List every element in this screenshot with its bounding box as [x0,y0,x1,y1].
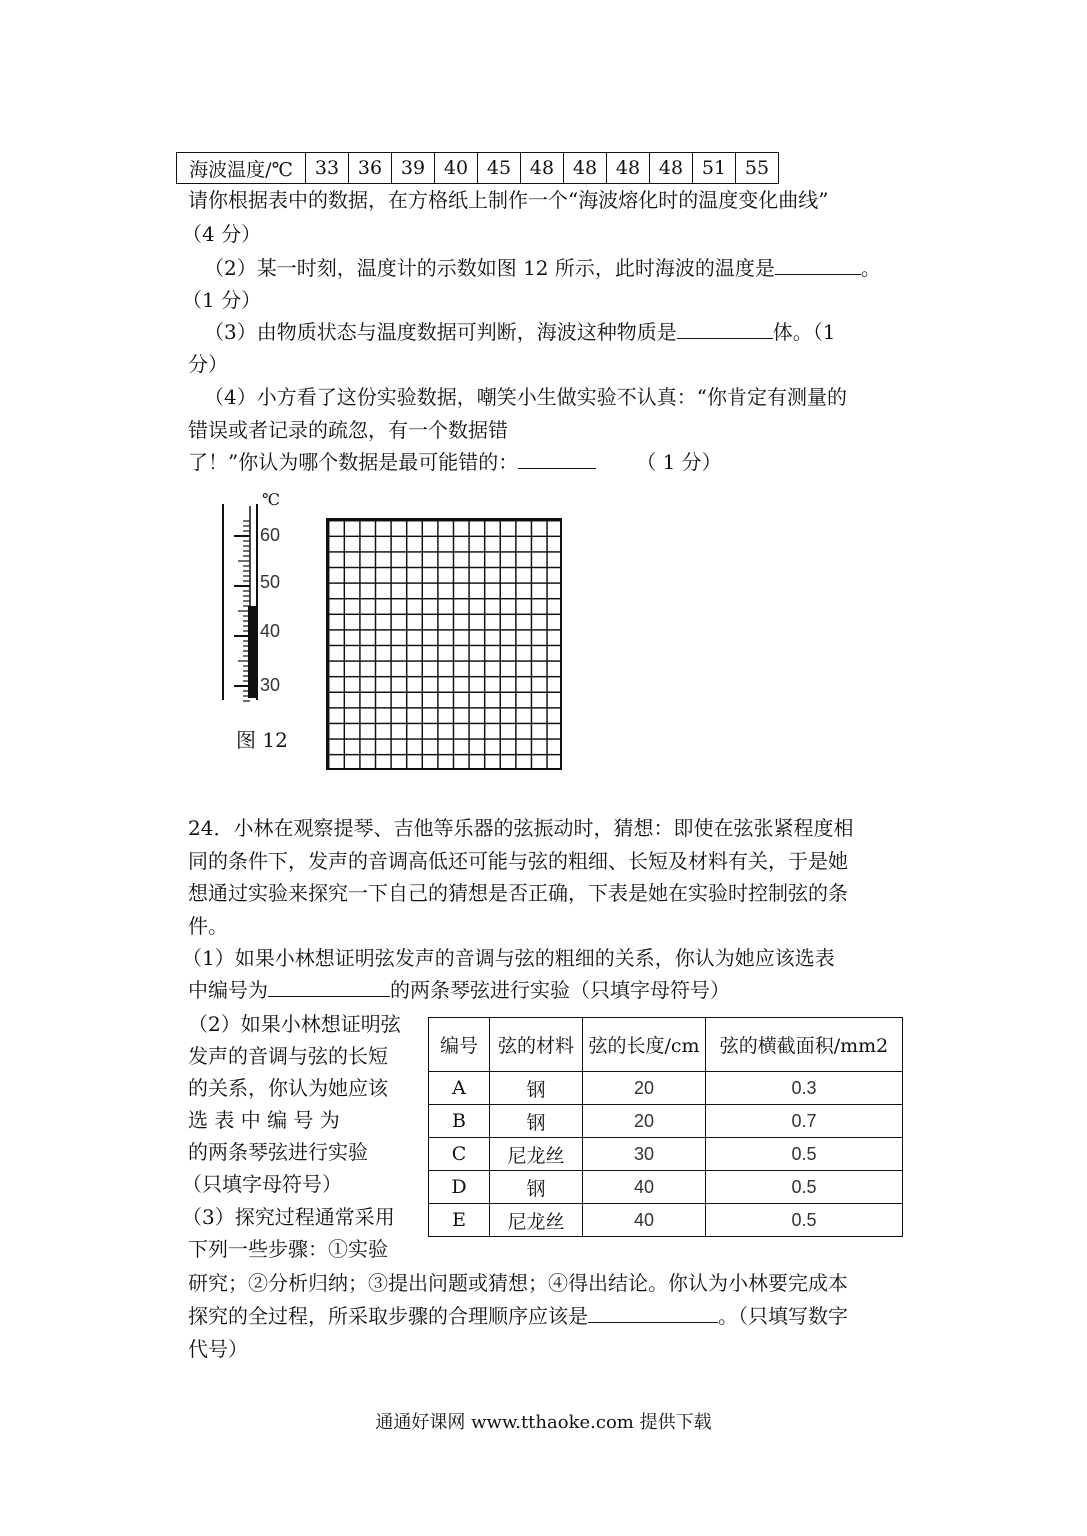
table-cell: 20 [583,1072,706,1105]
thermometer-unit: ℃ [262,490,280,509]
table-cell: C [429,1138,490,1171]
table-row [429,1105,903,1138]
answer-blank-thickness[interactable] [268,974,390,997]
table-cell: 20 [583,1105,706,1138]
table-cell: D [429,1171,490,1204]
q24-part3-line4 [188,1300,848,1332]
column-header: 编号 [429,1018,490,1072]
table-cell: B [429,1105,490,1138]
temperature-cell: 48 [521,153,564,184]
q23-instruction: 请你根据表中的数据，在方格纸上制作一个“海波熔化时的温度变化曲线” [188,188,829,212]
table-row [429,1138,903,1171]
temperature-cell: 39 [392,153,435,184]
q24-part1-text: 中编号为 [188,978,268,1002]
q24-part2-line5: 的两条琴弦进行实验 [188,1140,368,1164]
temperature-table-header: 海波温度/℃ [177,153,306,184]
thermometer-label-50: 50 [260,572,281,592]
table-cell: 尼龙丝 [490,1138,583,1171]
temperature-cell: 45 [478,153,521,184]
table-cell: A [429,1072,490,1105]
q24-part2-line2: 发声的音调与弦的长短 [188,1044,388,1068]
table-cell: 钢 [490,1171,583,1204]
q23-part3-end: 体。（1 [772,320,836,344]
temperature-cell: 40 [435,153,478,184]
temperature-table [176,152,779,184]
table-cell: 0.5 [706,1204,903,1237]
temperature-cell: 48 [650,153,693,184]
table-row [429,1072,903,1105]
temperature-cell: 55 [736,153,779,184]
answer-blank-wrong-data[interactable] [518,446,596,469]
answer-blank-temperature[interactable] [775,252,861,275]
answer-blank-substance[interactable] [677,316,773,339]
table-cell: 30 [583,1138,706,1171]
q24-part1-line1: （1）如果小林想证明弦发声的音调与弦的粗细的关系，你认为她应该选表 [182,946,835,970]
table-cell: 0.3 [706,1072,903,1105]
column-header: 弦的横截面积/mm2 [706,1018,903,1072]
q23-score: （4 分） [182,222,262,246]
table-row [429,1171,903,1204]
table-cell: 40 [583,1204,706,1237]
q24-part1-line2 [188,974,730,1006]
graph-paper-grid[interactable] [326,518,562,770]
figure-caption: 图 12 [236,728,288,752]
thermometer-figure [210,490,300,705]
page-footer: 通通好课网 www.tthaoke.com 提供下载 [375,1412,712,1433]
q24-intro-line2: 同的条件下，发声的音调高低还可能与弦的粗细、长短及材料有关，于是她 [188,849,848,873]
temperature-cell: 33 [306,153,349,184]
q24-part3-line3: 研究；②分析归纳；③提出问题或猜想；④得出结论。你认为小林要完成本 [188,1271,848,1295]
table-cell: 0.7 [706,1105,903,1138]
thermometer-label-30: 30 [260,675,281,695]
column-header: 弦的长度/cm [583,1018,706,1072]
q24-intro-line4: 件。 [188,914,228,938]
q24-part3-end: 。（只填写数字 [718,1304,848,1328]
temperature-cell: 48 [607,153,650,184]
table-cell: 钢 [490,1072,583,1105]
q24-part3-line5: 代号） [188,1337,248,1361]
q23-part3-score: 分） [188,352,228,376]
column-header: 弦的材料 [490,1018,583,1072]
string-conditions-table [428,1017,903,1237]
thermometer-mercury [248,606,256,698]
q23-part3 [204,316,835,348]
q24-part2-line1: （2）如果小林想证明弦 [188,1012,401,1036]
temperature-cell: 36 [349,153,392,184]
temperature-cell: 48 [564,153,607,184]
thermometer-label-60: 60 [260,525,281,545]
thermometer-label-40: 40 [260,621,281,641]
q23-part4-line1: （4）小方看了这份实验数据，嘲笑小生做实验不认真：“你肯定有测量的 [204,385,847,409]
q23-part4-score: （ 1 分） [636,450,722,474]
q24-intro-line3: 想通过实验来探究一下自己的猜想是否正确，下表是她在实验时控制弦的条 [188,881,848,905]
table-cell: 钢 [490,1105,583,1138]
q23-part2 [204,252,881,284]
q24-part2-line4: 选 表 中 编 号 为 [188,1108,340,1132]
table-row [429,1204,903,1237]
q23-part4-text: 了！”你认为哪个数据是最可能错的： [188,450,519,474]
q24-part3-line2: 下列一些步骤：①实验 [188,1237,388,1261]
q24-part2-line6: （只填字母符号） [182,1172,342,1196]
table-cell: 40 [583,1171,706,1204]
q24-part2-line3: 的关系，你认为她应该 [188,1076,388,1100]
q23-part2-text: （2）某一时刻，温度计的示数如图 12 所示，此时海波的温度是 [204,256,775,280]
table-cell: E [429,1204,490,1237]
answer-blank-steps-order[interactable] [588,1300,718,1323]
q23-part4-line3 [188,446,722,478]
q23-part3-text: （3）由物质状态与温度数据可判断，海波这种物质是 [204,320,677,344]
q23-part2-end: 。 [860,256,881,280]
table-cell: 0.5 [706,1138,903,1171]
q24-intro-line1: 24．小林在观察提琴、吉他等乐器的弦振动时，猜想：即使在弦张紧程度相 [188,816,854,840]
q24-part3-text: 探究的全过程，所采取步骤的合理顺序应该是 [188,1304,588,1328]
q24-part3-line1: （3）探究过程通常采用 [182,1205,395,1229]
q24-part1-end: 的两条琴弦进行实验（只填字母符号） [390,978,730,1002]
q23-part2-score: （1 分） [182,288,262,312]
table-cell: 尼龙丝 [490,1204,583,1237]
temperature-cell: 51 [693,153,736,184]
q23-part4-line2: 错误或者记录的疏忽，有一个数据错 [188,418,508,442]
table-cell: 0.5 [706,1171,903,1204]
